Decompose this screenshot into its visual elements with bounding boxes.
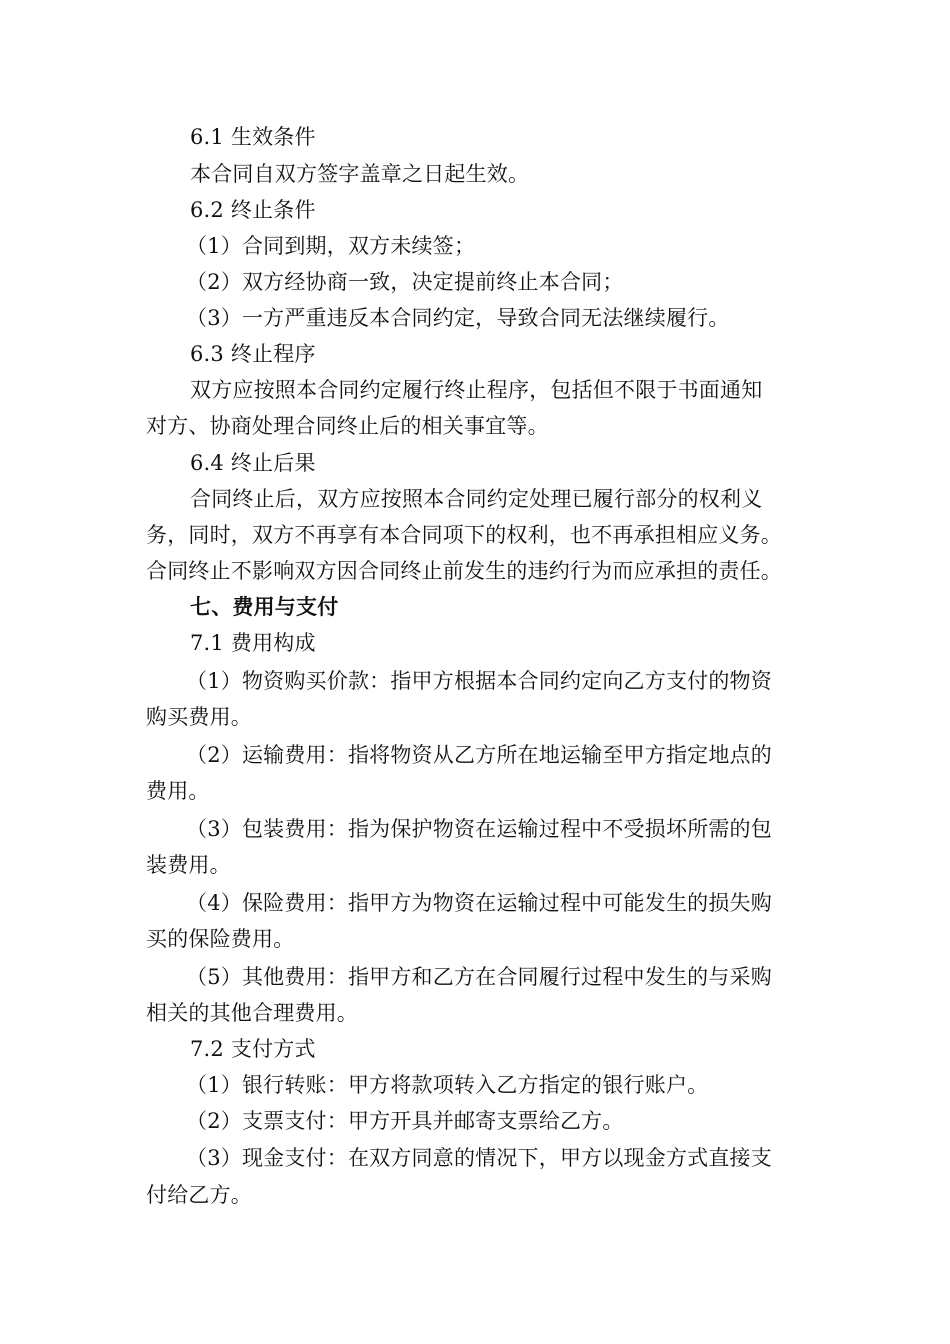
list-item: （1）银行转账：甲方将款项转入乙方指定的银行账户。 <box>186 1073 709 1097</box>
list-item-continuation: 买的保险费用。 <box>146 927 295 951</box>
list-item: （1）物资购买价款：指甲方根据本合同约定向乙方支付的物资 <box>186 669 772 693</box>
chapter-heading-7: 七、费用与支付 <box>190 595 339 619</box>
list-item-continuation: 购买费用。 <box>146 705 252 729</box>
list-item-continuation: 相关的其他合理费用。 <box>146 1001 358 1025</box>
section-heading-6-3: 6.3 终止程序 <box>190 342 316 366</box>
list-item: （3）一方严重违反本合同约定，导致合同无法继续履行。 <box>186 306 730 330</box>
section-heading-7-2: 7.2 支付方式 <box>190 1037 316 1061</box>
list-item-continuation: 装费用。 <box>146 853 231 877</box>
paragraph-line: 本合同自双方签字盖章之日起生效。 <box>190 162 530 186</box>
list-item: （3）包装费用：指为保护物资在运输过程中不受损坏所需的包 <box>186 817 772 841</box>
section-heading-7-1: 7.1 费用构成 <box>190 631 316 655</box>
list-item: （1）合同到期，双方未续签； <box>186 234 476 258</box>
list-item: （2）运输费用：指将物资从乙方所在地运输至甲方指定地点的 <box>186 743 772 767</box>
list-item-continuation: 费用。 <box>146 779 210 803</box>
list-item: （2）双方经协商一致，决定提前终止本合同； <box>186 270 624 294</box>
paragraph-line: 务，同时，双方不再享有本合同项下的权利，也不再承担相应义务。 <box>146 523 782 547</box>
list-item: （2）支票支付：甲方开具并邮寄支票给乙方。 <box>186 1109 624 1133</box>
list-item: （5）其他费用：指甲方和乙方在合同履行过程中发生的与采购 <box>186 965 772 989</box>
paragraph-line: 双方应按照本合同约定履行终止程序，包括但不限于书面通知 <box>190 378 763 402</box>
paragraph-line: 合同终止后，双方应按照本合同约定处理已履行部分的权利义 <box>190 487 763 511</box>
section-heading-6-2: 6.2 终止条件 <box>190 198 316 222</box>
paragraph-line: 对方、协商处理合同终止后的相关事宜等。 <box>146 414 549 438</box>
paragraph-line: 合同终止不影响双方因合同终止前发生的违约行为而应承担的责任。 <box>146 559 782 583</box>
list-item-continuation: 付给乙方。 <box>146 1183 252 1207</box>
list-item: （4）保险费用：指甲方为物资在运输过程中可能发生的损失购 <box>186 891 772 915</box>
section-heading-6-4: 6.4 终止后果 <box>190 451 316 475</box>
section-heading-6-1: 6.1 生效条件 <box>190 125 316 149</box>
list-item: （3）现金支付：在双方同意的情况下，甲方以现金方式直接支 <box>186 1146 772 1170</box>
